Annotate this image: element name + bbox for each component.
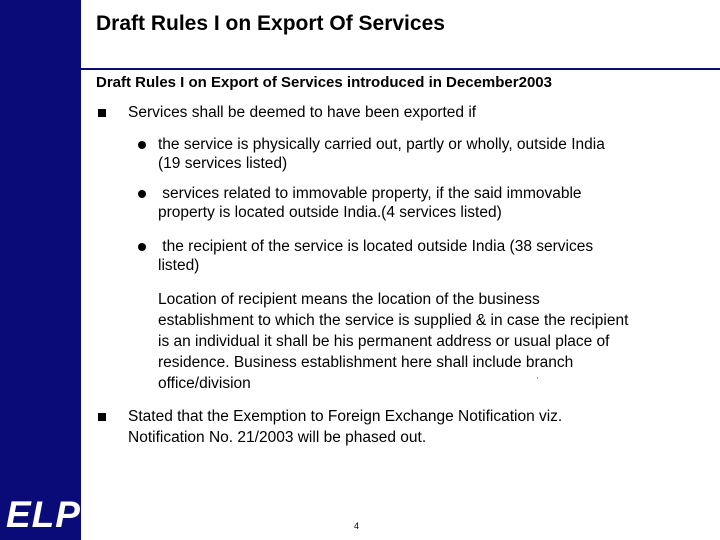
header-divider bbox=[81, 68, 720, 70]
page-number: 4 bbox=[354, 521, 360, 531]
subitem-1-line-2: (19 services listed) bbox=[158, 155, 288, 172]
stray-mark: ' bbox=[537, 376, 539, 385]
subitem-3-line-2: listed) bbox=[158, 257, 200, 274]
square-bullet-1 bbox=[98, 109, 106, 117]
note-line-5: office/division bbox=[158, 375, 251, 392]
bullet-1-text: Services shall be deemed to have been exported if bbox=[128, 104, 477, 121]
note-line-3: is an individual it shall be his permanent address or usual place of bbox=[158, 333, 610, 350]
subitem-3-line-1: the recipient of the service is located outside India (38 services bbox=[158, 238, 594, 255]
round-bullet-1 bbox=[138, 141, 146, 149]
bullet-2-line-1: Stated that the Exemption to Foreign Exchange Notification viz. bbox=[128, 408, 563, 425]
slide-title: Draft Rules I on Export Of Services bbox=[96, 12, 445, 35]
sidebar-band bbox=[0, 0, 81, 540]
note-line-2: establishment to which the service is supplied & in case the recipient bbox=[158, 312, 629, 329]
square-bullet-2 bbox=[98, 413, 106, 421]
round-bullet-3 bbox=[138, 243, 146, 251]
note-line-1: Location of recipient means the location of the business bbox=[158, 291, 540, 308]
elp-logo: ELP bbox=[6, 494, 81, 535]
slide-subtitle: Draft Rules I on Export of Services introduced in December2003 bbox=[96, 74, 552, 91]
round-bullet-2 bbox=[138, 190, 146, 198]
note-line-4: residence. Business establishment here shall include branch bbox=[158, 354, 574, 371]
bullet-2-line-2: Notification No. 21/2003 will be phased out. bbox=[128, 429, 427, 446]
subitem-1-line-1: the service is physically carried out, partly or wholly, outside India bbox=[158, 136, 605, 153]
subitem-2-line-1: services related to immovable property, if the said immovable bbox=[158, 185, 582, 202]
subitem-2-line-2: property is located outside India.(4 services listed) bbox=[158, 204, 502, 221]
